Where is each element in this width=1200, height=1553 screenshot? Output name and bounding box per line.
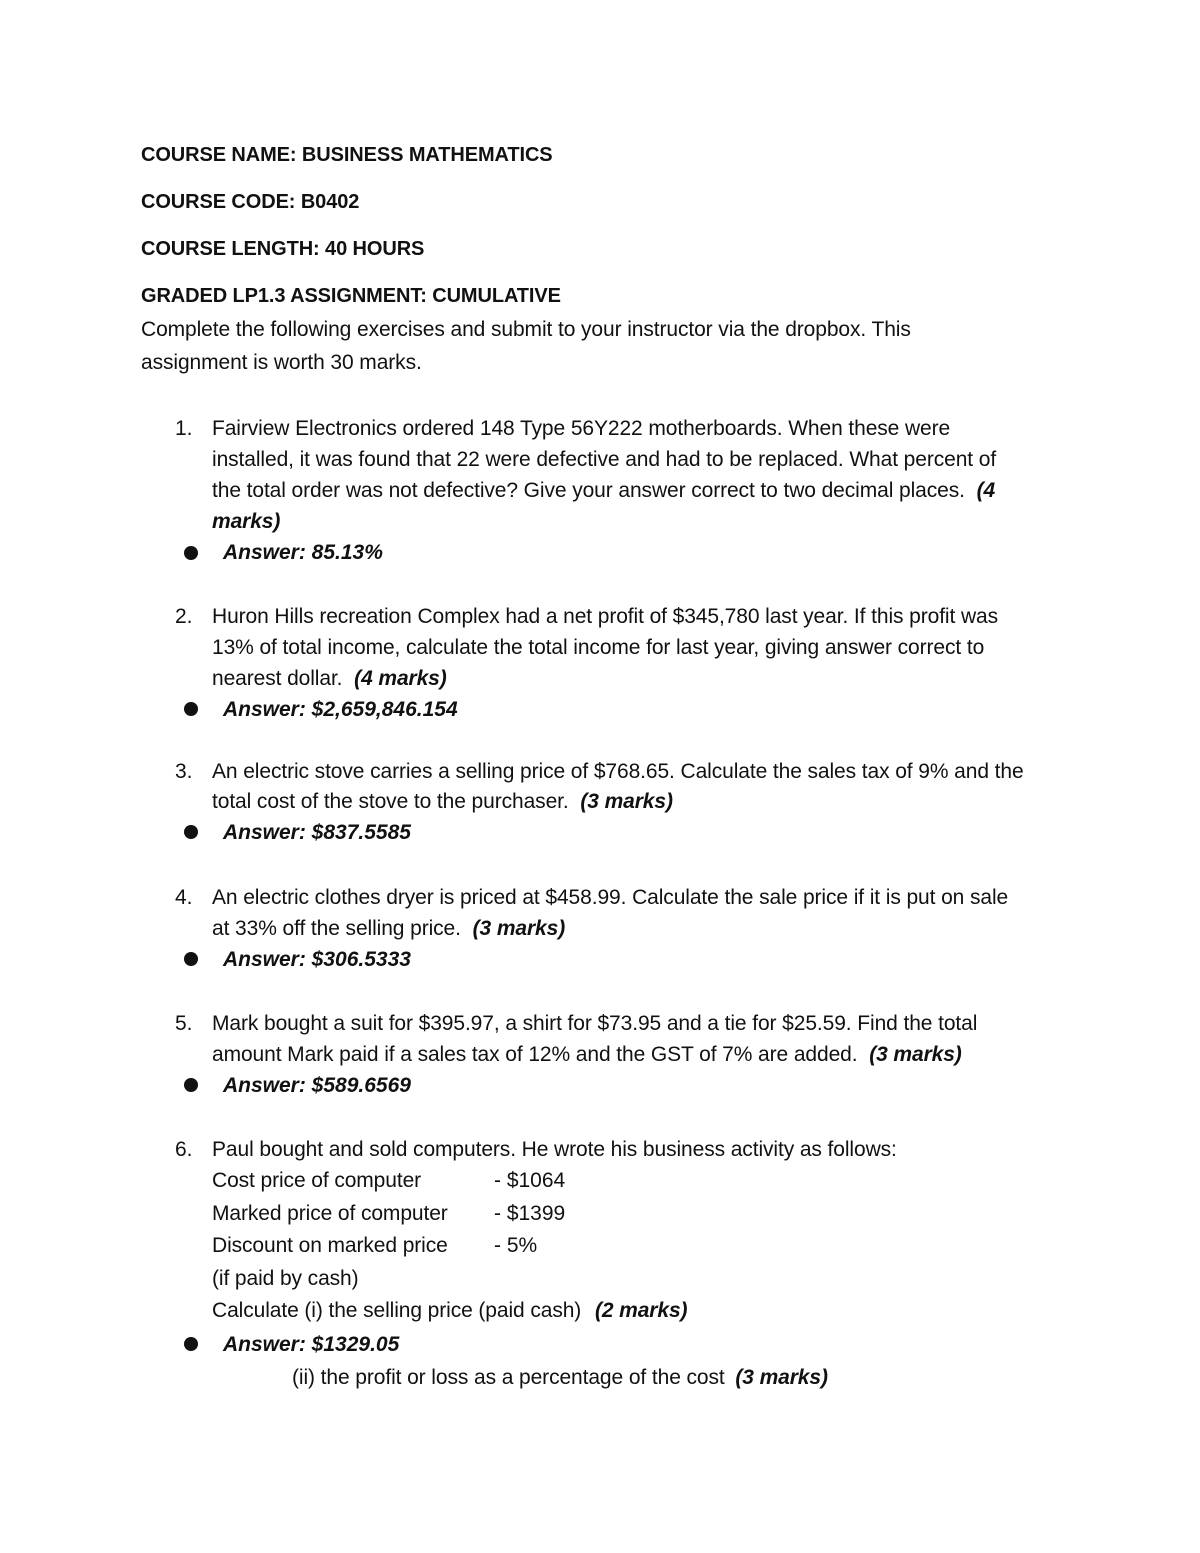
q6-row-2-value: - $1399 [494, 1202, 566, 1225]
question-4-line-2-text: at 33% off the selling price. [212, 917, 461, 940]
question-3-line-2 [212, 786, 673, 818]
answer-1-bullet [184, 546, 198, 560]
question-6-intro: Paul bought and sold computers. He wrote his business activity as follows: [212, 1138, 897, 1161]
answer-1: Answer: 85.13% [223, 541, 383, 564]
question-1-marks-b: marks) [212, 510, 281, 533]
q6-part-ii-text: (ii) the profit or loss as a percentage of the cost [292, 1366, 725, 1389]
question-1-line-3 [212, 475, 995, 507]
answer-5: Answer: $589.6569 [223, 1074, 411, 1097]
question-1-marks-a: (4 [976, 479, 996, 502]
question-5-line-2-text: amount Mark paid if a sales tax of 12% and the GST of 7% are added. [212, 1043, 858, 1066]
answer-2-bullet [184, 702, 198, 716]
q6-row-3-value: - 5% [494, 1234, 538, 1257]
question-2-marks: (4 marks) [354, 667, 447, 690]
answer-4: Answer: $306.5333 [223, 948, 411, 971]
question-3-line-2-text: total cost of the stove to the purchaser. [212, 790, 569, 813]
question-1-line-2: installed, it was found that 22 were defective and had to be replaced. What percent of [212, 448, 997, 471]
intro-line-2: assignment is worth 30 marks. [141, 351, 422, 374]
question-6-number: 6. [175, 1138, 193, 1161]
question-1-number: 1. [175, 417, 193, 440]
question-2-number: 2. [175, 605, 193, 628]
question-1-line-1: Fairview Electronics ordered 148 Type 56Y222 motherboards. When these were [212, 417, 951, 440]
answer-3-bullet [184, 825, 198, 839]
answer-4-bullet [184, 952, 198, 966]
q6-part-ii-marks: (3 marks) [735, 1366, 828, 1389]
intro-line-1: Complete the following exercises and submit to your instructor via the dropbox. This [141, 318, 911, 341]
answer-3: Answer: $837.5585 [223, 821, 411, 844]
assignment-title: GRADED LP1.3 ASSIGNMENT: CUMULATIVE [141, 285, 561, 307]
question-5-line-2 [212, 1039, 962, 1071]
question-3-line-1: An electric stove carries a selling price of $768.65. Calculate the sales tax of 9% and the [212, 760, 1024, 783]
question-1-line-3-text: the total order was not defective? Give your answer correct to two decimal places. [212, 479, 965, 502]
q6-row-1-label: Cost price of computer [212, 1169, 422, 1192]
question-4-number: 4. [175, 886, 193, 909]
answer-6: Answer: $1329.05 [223, 1333, 400, 1356]
q6-row-1-value: - $1064 [494, 1169, 566, 1192]
q6-part-i [212, 1295, 687, 1327]
q6-row-3-label: Discount on marked price [212, 1234, 448, 1257]
question-3-number: 3. [175, 760, 193, 783]
question-4-marks: (3 marks) [472, 917, 566, 940]
q6-part-i-marks: (2 marks) [594, 1299, 688, 1322]
course-name: COURSE NAME: BUSINESS MATHEMATICS [141, 144, 553, 166]
q6-part-i-text: Calculate (i) the selling price (paid cash) [212, 1299, 582, 1322]
answer-5-bullet [184, 1078, 198, 1092]
q6-row-2-label: Marked price of computer [212, 1202, 448, 1225]
question-4-line-2 [212, 913, 565, 945]
question-5-number: 5. [175, 1012, 193, 1035]
course-length: COURSE LENGTH: 40 HOURS [141, 238, 425, 260]
question-5-line-1: Mark bought a suit for $395.97, a shirt for $73.95 and a tie for $25.59. Find the total [212, 1012, 978, 1035]
q6-note: (if paid by cash) [212, 1267, 359, 1290]
question-2-line-3 [212, 663, 447, 695]
question-5-marks: (3 marks) [869, 1043, 962, 1066]
question-2-line-3-text: nearest dollar. [212, 667, 343, 690]
answer-6-bullet [184, 1337, 198, 1351]
q6-part-ii [292, 1362, 828, 1394]
course-code: COURSE CODE: B0402 [141, 191, 360, 213]
question-2-line-1: Huron Hills recreation Complex had a net profit of $345,780 last year. If this profit was [212, 605, 999, 628]
question-2-line-2: 13% of total income, calculate the total income for last year, giving answer correct to [212, 636, 985, 659]
question-3-marks: (3 marks) [580, 790, 673, 813]
answer-2: Answer: $2,659,846.154 [223, 698, 458, 721]
question-4-line-1: An electric clothes dryer is priced at $458.99. Calculate the sale price if it is put on sale [212, 886, 1009, 909]
